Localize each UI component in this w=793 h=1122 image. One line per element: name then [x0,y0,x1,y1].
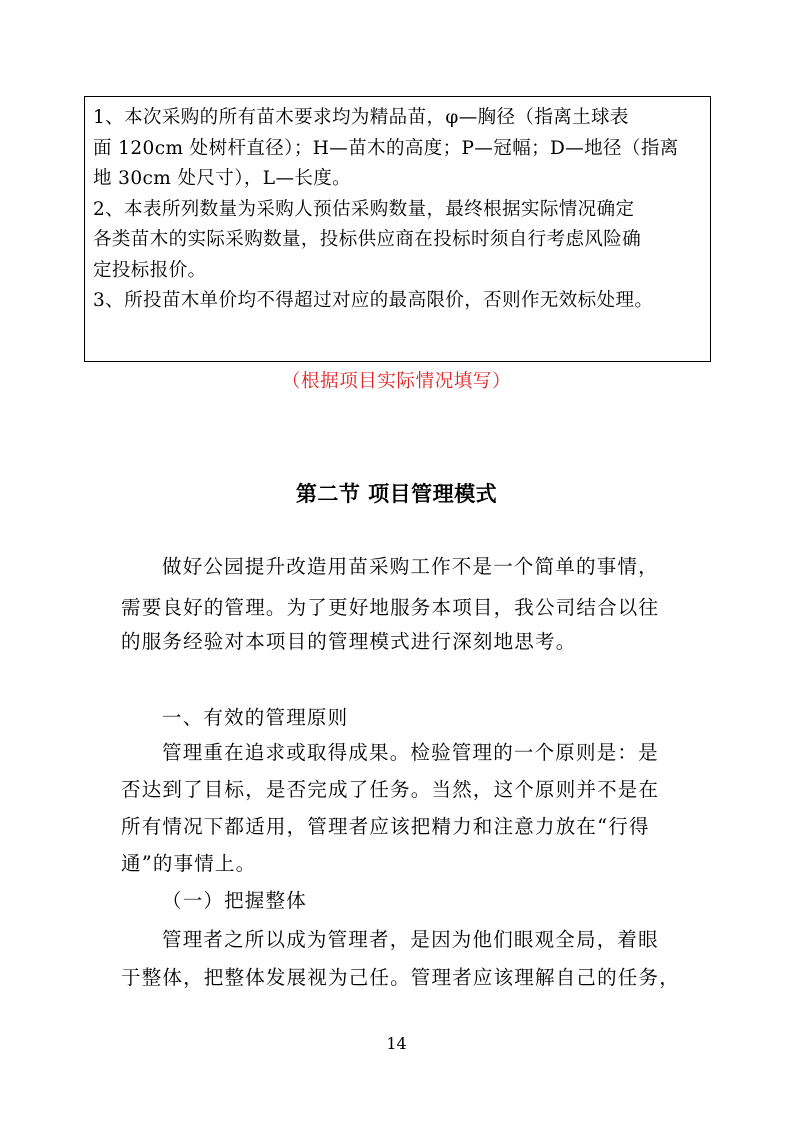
paragraph-line: 于整体，把整体发展视为己任。管理者应该理解自己的任务， [121,966,680,989]
paragraph-line: 否达到了目标，是否完成了任务。当然，这个原则并不是在 [121,778,660,801]
note-line: 1、本次采购的所有苗木要求均为精品苗，φ—胸径（指离土球表 [93,107,629,128]
note-line: 定投标报价。 [93,259,207,281]
note-line: 各类苗木的实际采购数量，投标供应商在投标时须自行考虑风险确 [93,229,642,250]
paragraph-line: 需要良好的管理。为了更好地服务本项目，我公司结合以往 [121,596,660,619]
subheading: （一）把握整体 [162,889,307,912]
note-line: 2、本表所列数量为采购人预估采购数量，最终根据实际情况确定 [93,198,635,220]
note-line: 3、所投苗木单价均不得超过对应的最高限价，否则作无效标处理。 [93,290,654,311]
note-line: 地 30cm 处尺寸），L—长度。 [93,168,352,189]
paragraph-line: 的服务经验对本项目的管理模式进行深刻地思考。 [121,630,577,653]
paragraph-line: 管理者之所以成为管理者，是因为他们眼观全局，着眼 [162,928,659,951]
fill-in-note: （根据项目实际情况填写） [281,371,512,392]
notes-box [84,96,711,362]
section-title: 第二节 项目管理模式 [295,482,498,506]
paragraph-line: 管理重在追求或取得成果。检验管理的一个原则是：是 [162,741,659,764]
paragraph-line: 所有情况下都适用，管理者应该把精力和注意力放在“行得 [121,815,650,838]
subheading: 一、有效的管理原则 [162,706,349,729]
paragraph-line: 做好公园提升改造用苗采购工作不是一个简单的事情， [162,555,659,578]
page-number: 14 [386,1034,407,1053]
note-line: 面 120cm 处树杆直径）；H—苗木的高度；P—冠幅；D—地径（指离 [93,137,679,159]
paragraph-line: 通”的事情上。 [121,852,257,875]
